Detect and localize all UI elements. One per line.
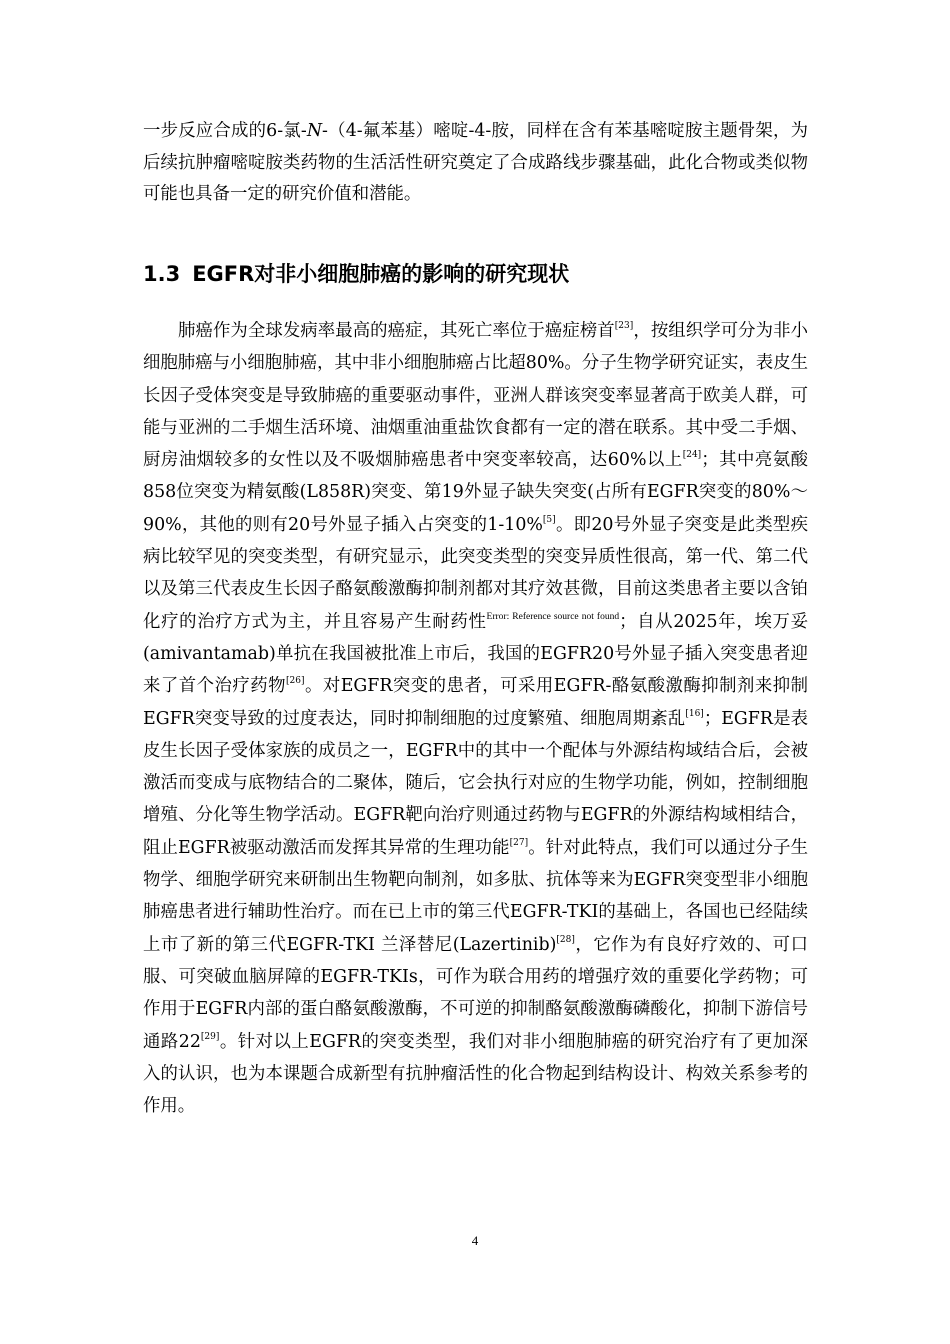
citation-ref[interactable]: [24] — [682, 450, 702, 461]
intro-paragraph — [143, 116, 808, 211]
body-text: 。对EGFR突变的患者，可采用EGFR-酪氨酸激酶抑制剂来抑制EGFR突变导致的过度表达，同时抑制细胞的过度繁殖、细胞周期紊乱 — [143, 676, 808, 729]
body-text: 肺癌作为全球发病率最高的癌症，其死亡率位于癌症榜首 — [178, 321, 615, 341]
citation-ref[interactable]: [26] — [285, 676, 305, 687]
section-number: 1.3 — [143, 262, 181, 286]
section-title: EGFR对非小细胞肺癌的影响的研究现状 — [192, 262, 570, 286]
citation-ref[interactable]: [5] — [542, 514, 556, 525]
body-text: ；自从2025年，埃万妥(amivantamab)单抗在我国被批准上市后，我国的EGFR20号外显子插入突变患者迎来了首个治疗药物 — [143, 611, 808, 697]
body-text: 。针对以上EGFR的突变类型，我们对非小细胞肺癌的研究治疗有了更加深入的认识，也为本课题合成新型有抗肿瘤活性的化合物起到结构设计、构效关系参考的作用。 — [143, 1031, 808, 1117]
body-paragraph — [143, 315, 808, 1122]
citation-ref[interactable]: [29] — [200, 1031, 220, 1042]
section-heading — [143, 259, 808, 289]
body-text: 。即20号外显子突变是此类型疾病比较罕见的突变类型，有研究显示，此突变类型的突变异质性很高，第一代、第二代以及第三代表皮生长因子酪氨酸激酶抑制剂都对其疗效甚微，目前这类患者主要以含铂化疗的治疗方式为主，并且容易产生耐药性 — [143, 514, 808, 632]
citation-ref[interactable]: [28] — [556, 934, 575, 945]
page-number: 4 — [471, 1233, 479, 1248]
body-text: ；其中亮氨酸858位突变为精氨酸(L858R)突变、第19外显子缺失突变(占所有EGFR突变的80%～90%，其他的则有20号外显子插入占突变的1-10% — [143, 450, 808, 535]
body-text: ，按组织学可分为非小细胞肺癌与小细胞肺癌，其中非小细胞肺癌占比超80%。分子生物学研究证实，表皮生长因子受体突变是导致肺癌的重要驱动事件，亚洲人群该突变率显著高于欧美人群，可能与亚洲的二手烟生活环境、油烟重油重盐饮食都有一定的潜在联系。其中受二手烟、厨房油烟较多的女性以及不吸烟肺癌患者中突变率较高，达60%以上 — [143, 321, 808, 471]
italic-n: N — [306, 121, 323, 141]
intro-text: 一步反应合成的6-氯- — [143, 121, 307, 141]
citation-error-ref[interactable]: Error: Reference source not found — [486, 611, 620, 622]
body-text: 。针对此特点，我们可以通过分子生物学、细胞学研究来研制出生物靶向制剂，如多肽、抗体等来为EGFR突变型非小细胞肺癌患者进行辅助性治疗。而在已上市的第三代EGFR-TKI的基础上，各国也已经陆续上市了新的第三代EGFR-TKI 兰泽替尼(Lazertinib) — [143, 837, 808, 955]
body-text: ；EGFR是表皮生长因子受体家族的成员之一，EGFR中的其中一个配体与外源结构域结合后，会被激活而变成与底物结合的二聚体，随后，它会执行对应的生物学功能，例如，控制细胞增殖、分化等生物学活动。EGFR靶向治疗则通过药物与EGFR的外源结构域相结合，阻止EGFR被驱动激活而发挥其异常的生理功能 — [143, 708, 808, 858]
intro-text: -（4-氟苯基）嘧啶-4-胺，同样在含有苯基嘧啶胺主题骨架，为后续抗肿瘤嘧啶胺类药物的生活活性研究奠定了合成路线步骤基础，此化合物或类似物可能也具备一定的研究价值和潜能。 — [143, 121, 808, 204]
citation-ref[interactable]: [16] — [685, 708, 704, 719]
citation-ref[interactable]: [27] — [509, 837, 529, 848]
citation-ref[interactable]: [23] — [614, 321, 634, 332]
body-text: ，它作为有良好疗效的、可口服、可突破血脑屏障的EGFR-TKIs，可作为联合用药的增强疗效的重要化学药物；可作用于EGFR内部的蛋白酪氨酸激酶，不可逆的抑制酪氨酸激酶磷酸化，抑制下游信号通路22 — [143, 934, 808, 1052]
